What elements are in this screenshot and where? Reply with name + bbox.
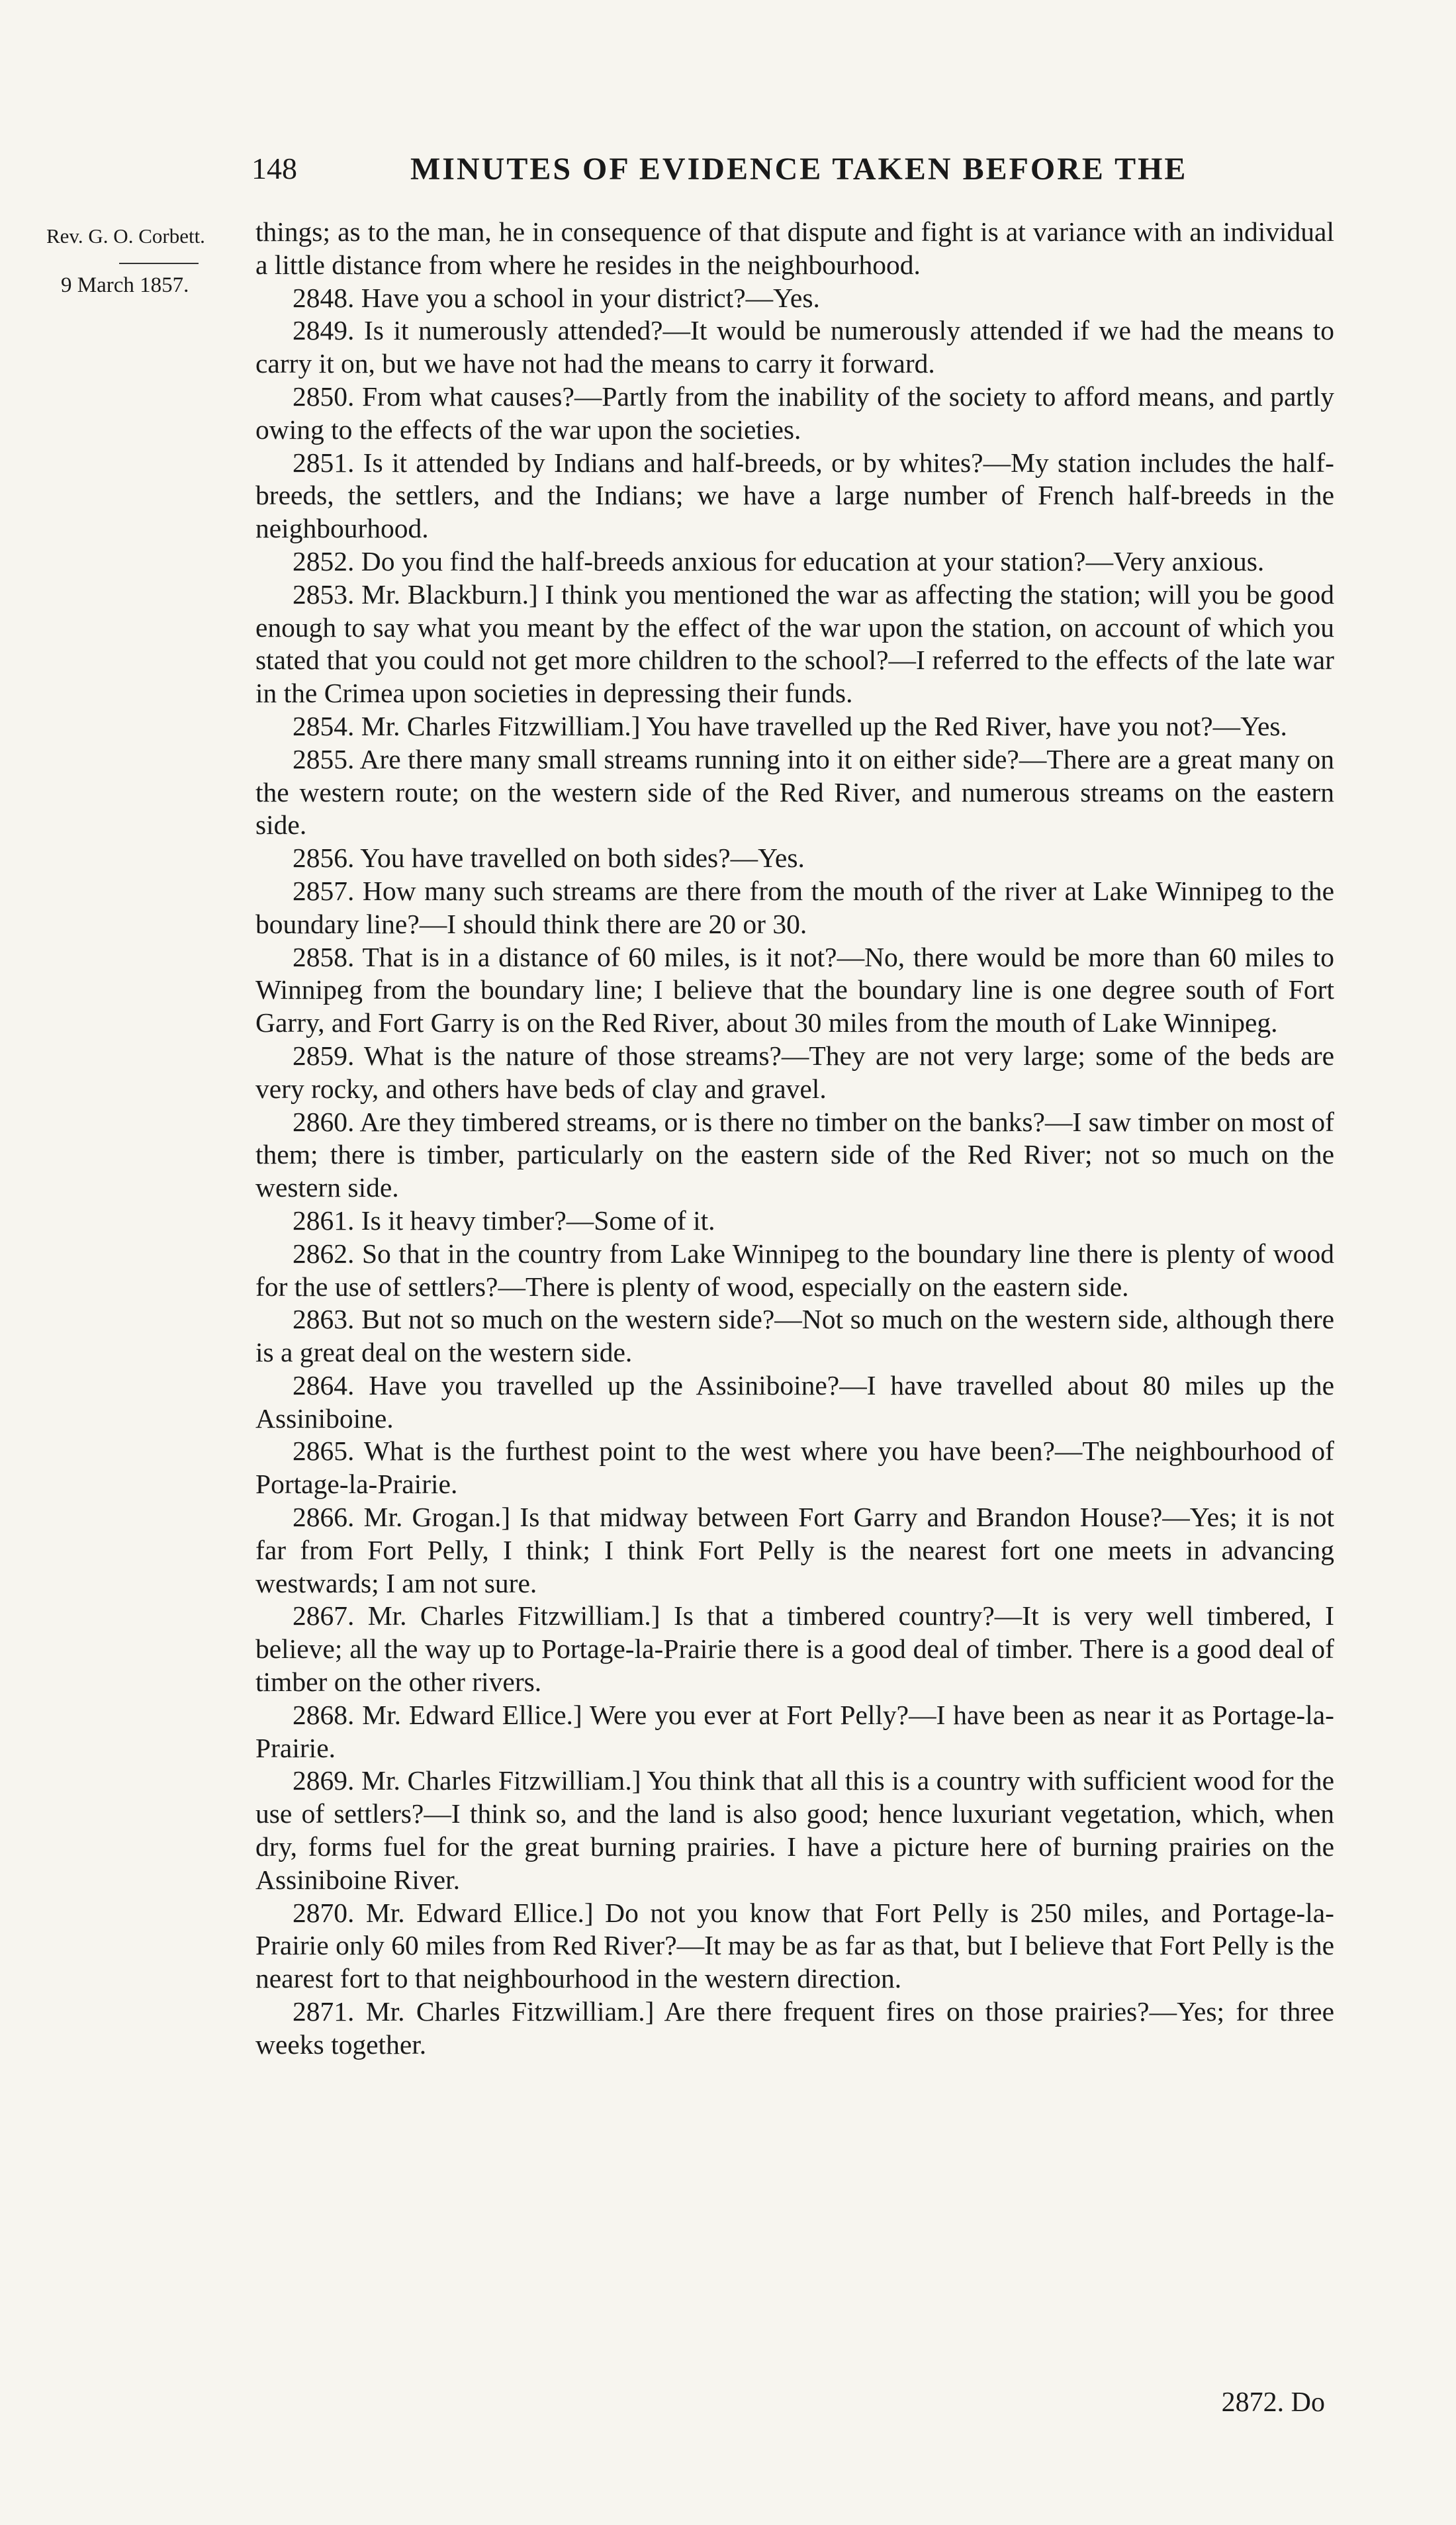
paragraph: 2871. Mr. Charles Fitzwilliam.] Are there frequent fires on those prairies?—Yes; for three weeks together. bbox=[255, 1996, 1334, 2060]
witness-name: Rev. G. O. Corbett. bbox=[46, 224, 205, 248]
paragraph: 2860. Are they timbered streams, or is there no timber on the banks?—I saw timber on most of them; there is timber, particularly on the eastern side of the Red River; not so much on the western side. bbox=[255, 1106, 1334, 1203]
paragraph: 2870. Mr. Edward Ellice.] Do not you know that Fort Pelly is 250 miles, and Portage-la-Prairie only 60 miles from Red River?—It may be as far as that, but I believe that Fort Pelly is the nearest fort to that neighbourhood in the western direction. bbox=[255, 1897, 1334, 1994]
page-title: MINUTES OF EVIDENCE TAKEN BEFORE THE bbox=[410, 152, 1188, 187]
margin-note bbox=[46, 222, 245, 300]
paragraph: things; as to the man, he in consequence of that dispute and fight is at variance with an individual a little distance from where he resides in the neighbourhood. bbox=[255, 216, 1334, 280]
paragraph: 2866. Mr. Grogan.] Is that midway between Fort Garry and Brandon House?—Yes; it is not far from Fort Pelly, I think; I think Fort Pelly is the nearest fort one meets in advancing westwards; I am not sure. bbox=[255, 1502, 1334, 1598]
paragraph: 2868. Mr. Edward Ellice.] Were you ever at Fort Pelly?—I have been as near it as Portage-la-Prairie. bbox=[255, 1699, 1334, 1763]
paragraph: 2851. Is it attended by Indians and half-breeds, or by whites?—My station includes the half-breeds, the settlers, and the Indians; we have a large number of French half-breeds in the neighbourhood. bbox=[255, 447, 1334, 544]
paragraph: 2855. Are there many small streams running into it on either side?—There are a great many on the western route; on the western side of the Red River, and numerous streams on the eastern side. bbox=[255, 743, 1334, 841]
hearing-date: 9 March 1857. bbox=[61, 273, 189, 297]
paragraph: 2865. What is the furthest point to the west where you have been?—The neighbourhood of Portage-la-Prairie. bbox=[255, 1436, 1334, 1500]
evidence-text bbox=[255, 216, 1334, 2062]
paragraph: 2849. Is it numerously attended?—It would be numerously attended if we had the means to carry it on, but we have not had the means to carry it forward. bbox=[255, 315, 1334, 379]
paragraph: 2848. Have you a school in your district?—Yes. bbox=[293, 282, 820, 313]
catchword: 2872. Do bbox=[1221, 2387, 1325, 2418]
page-header bbox=[251, 151, 1337, 204]
paragraph: 2867. Mr. Charles Fitzwilliam.] Is that a timbered country?—It is very well timbered, I believe; all the way up to Portage-la-Prairie there is a good deal of timber. There is a good deal of timber on the other rivers. bbox=[255, 1600, 1334, 1698]
paragraph: 2859. What is the nature of those streams?—They are not very large; some of the beds are very rocky, and others have beds of clay and gravel. bbox=[255, 1040, 1334, 1104]
paragraph: 2864. Have you travelled up the Assiniboine?—I have travelled about 80 miles up the Assiniboine. bbox=[255, 1369, 1334, 1434]
paragraph: 2850. From what causes?—Partly from the inability of the society to afford means, and partly owing to the effects of the war upon the societies. bbox=[255, 381, 1334, 445]
paragraph: 2853. Mr. Blackburn.] I think you mentioned the war as affecting the station; will you be good enough to say what you meant by the effect of the war upon the station, on account of which you stated that you could not get more children to the school?—I referred to the effects of the late war in the Crimea upon societies in depressing their funds. bbox=[255, 578, 1334, 709]
margin-rule bbox=[119, 263, 199, 264]
paragraph: 2861. Is it heavy timber?—Some of it. bbox=[293, 1205, 715, 1236]
paragraph: 2863. But not so much on the western side?—Not so much on the western side, although there is a great deal on the western side. bbox=[255, 1304, 1334, 1368]
paragraph: 2862. So that in the country from Lake Winnipeg to the boundary line there is plenty of wood for the use of settlers?—There is plenty of wood, especially on the eastern side. bbox=[255, 1238, 1334, 1302]
paragraph: 2852. Do you find the half-breeds anxious for education at your station?—Very anxious. bbox=[293, 545, 1265, 576]
page-number: 148 bbox=[251, 152, 297, 185]
paragraph: 2854. Mr. Charles Fitzwilliam.] You have travelled up the Red River, have you not?—Yes. bbox=[293, 710, 1287, 741]
paragraph: 2858. That is in a distance of 60 miles, is it not?—No, there would be more than 60 miles to Winnipeg from the boundary line; I believe that the boundary line is one degree south of Fort Garry, and Fort Garry is on the Red River, about 30 miles from the mouth of Lake Winnipeg. bbox=[255, 941, 1334, 1038]
paragraph: 2869. Mr. Charles Fitzwilliam.] You think that all this is a country with sufficient wood for the use of settlers?—I think so, and the land is also good; hence luxuriant vegetation, which, when dry, forms fuel for the great burning prairies. I have a picture here of burning prairies on the Assiniboine River. bbox=[255, 1765, 1334, 1895]
paragraph: 2856. You have travelled on both sides?—Yes. bbox=[293, 843, 805, 874]
paragraph: 2857. How many such streams are there from the mouth of the river at Lake Winnipeg to the boundary line?—I should think there are 20 or 30. bbox=[255, 875, 1334, 939]
